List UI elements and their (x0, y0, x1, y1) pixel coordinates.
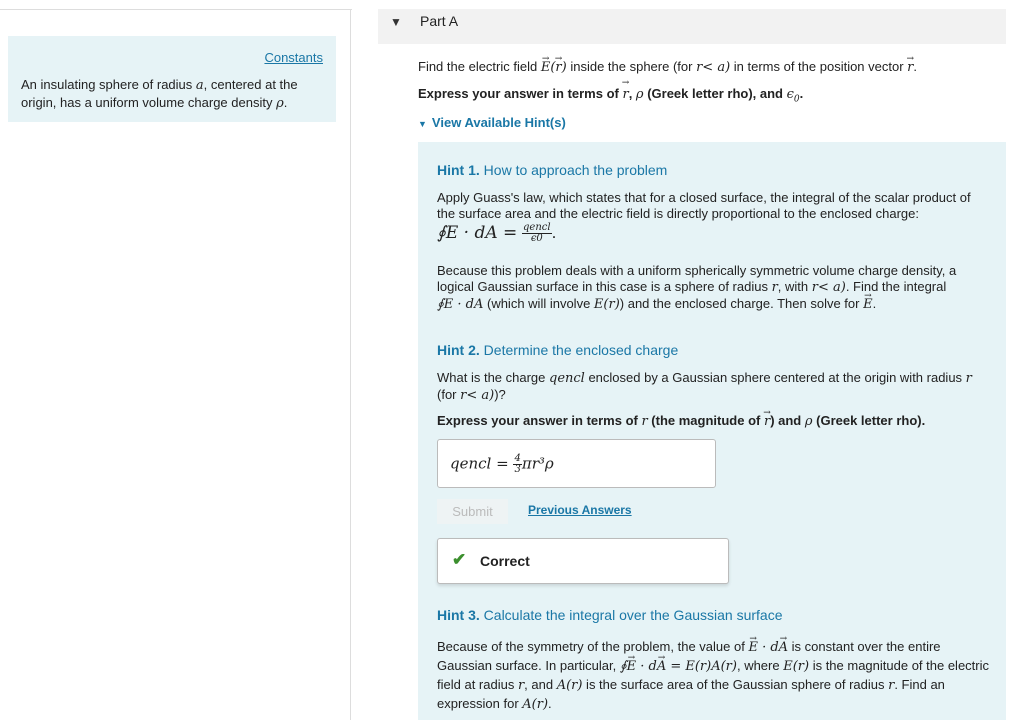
hint-1-formula: ∮E · dA = $\frac{\text{qencl}}{\epsilon 0}$ . (437, 222, 557, 245)
feedback-label: Correct (480, 553, 530, 569)
problem-panel (8, 36, 336, 122)
view-hints-toggle[interactable]: ▼ View Available Hint(s) (418, 115, 566, 130)
hints-panel (418, 142, 1006, 720)
caret-down-icon: ▼ (418, 119, 427, 129)
checkmark-icon: ✔ (452, 550, 467, 569)
hint-3-body: Because of the symmetry of the problem, the value of → E · d→ A is constant over the entire Gaussian surface. In particular, ∮→ E · d→ A = E(r)A(r), where E(r) is the magnitude of the electric field at radius r, and A(r) is the surface area of the Gaussian sphere of radius r. Find an expression for A(r). (437, 638, 989, 714)
problem-statement: An insulating sphere of radius a, centered at the origin, has a uniform volume charge density ρ. (21, 77, 298, 111)
answer-input[interactable] (437, 439, 716, 488)
top-divider (0, 9, 352, 10)
hint-1-body-2: Because this problem deals with a uniform spherically symmetric volume charge density, a logical Gaussian surface in this case is a sphere of radius r, with r< a). Find the integral ∮E · dA (which will involve E(r)) and the enclosed charge. Then solve for → E. (437, 263, 989, 313)
hint-1-body: Apply Guass's law, which states that for a closed surface, the integral of the scalar product of the surface area and the electric field is directly proportional to the enclosed charge: (437, 190, 971, 221)
part-title: Part A (420, 13, 459, 29)
answer-expression: qencl = $\frac{4}{3}$ πr³ρ (450, 453, 554, 475)
part-a-header[interactable] (378, 9, 1006, 44)
hint-2-express: Express your answer in terms of r (the magnitude of → r) and ρ (Greek letter rho). (437, 413, 989, 430)
feedback-box (437, 538, 729, 584)
collapse-caret-icon[interactable]: ▼ (390, 15, 402, 29)
hint-2-body: What is the charge qencl enclosed by a Gaussian sphere centered at the origin with radius r (for r< a))? (437, 370, 972, 403)
previous-answers-link[interactable]: Previous Answers (528, 503, 632, 517)
hint-3-title[interactable]: Hint 3. Calculate the integral over the Gaussian surface (437, 607, 783, 623)
hint-2-title[interactable]: Hint 2. Determine the enclosed charge (437, 342, 679, 358)
column-divider (350, 9, 351, 720)
constants-link[interactable]: Constants (264, 50, 323, 65)
hint-1-title[interactable]: Hint 1. How to approach the problem (437, 162, 668, 178)
question-text: Find the electric field → E(→ r) inside the sphere (for r< a) in terms of the position vector → r. (418, 58, 1008, 77)
express-instructions: Express your answer in terms of → r, ρ (Greek letter rho), and $\epsilon_0$. (418, 86, 1008, 105)
submit-button[interactable]: Submit (437, 499, 508, 524)
